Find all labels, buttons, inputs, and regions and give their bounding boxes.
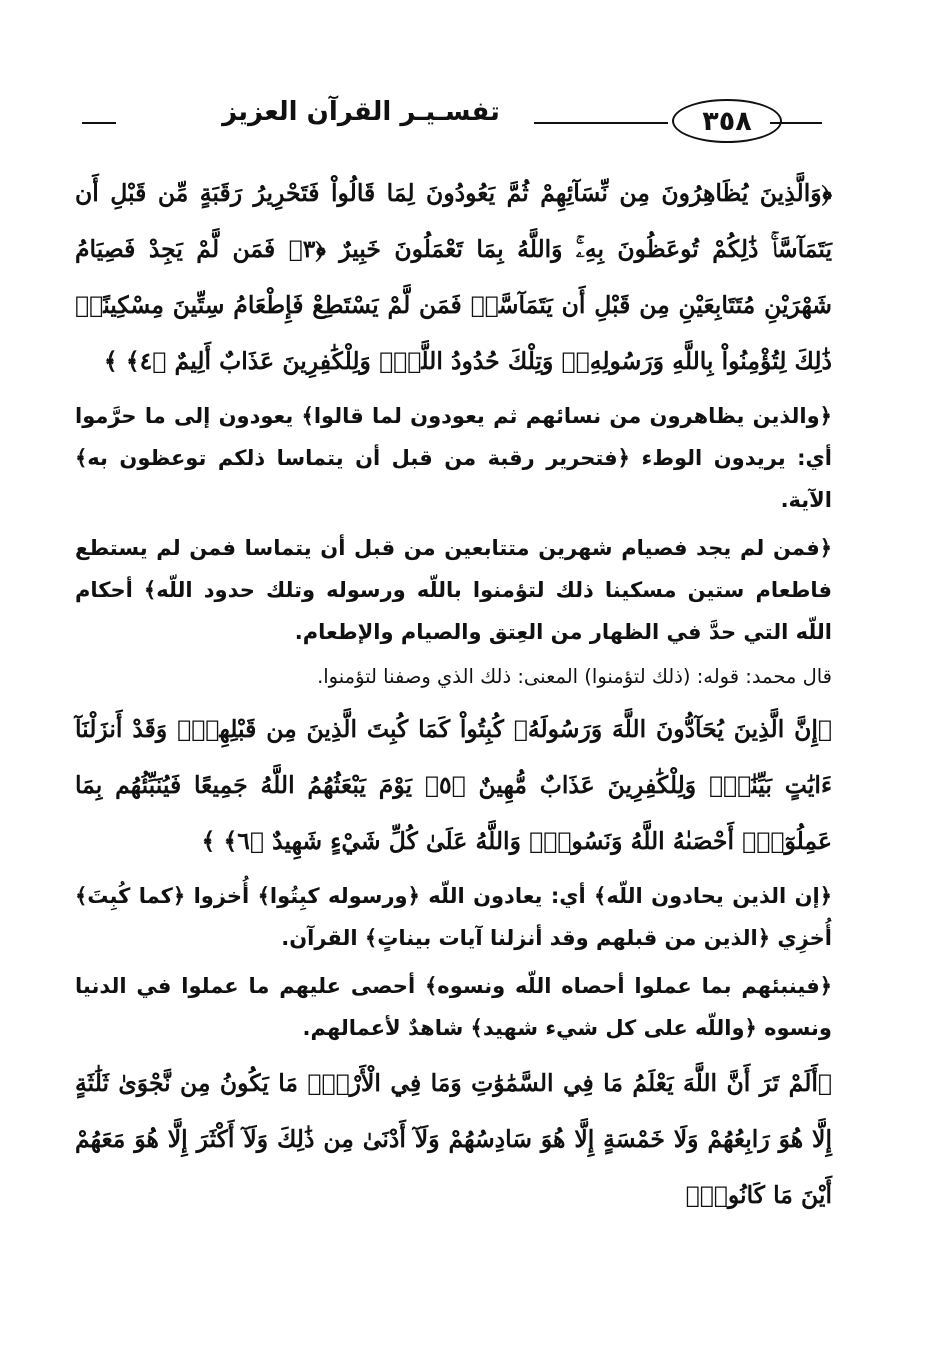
header-rule-left (82, 122, 116, 124)
commentary-paragraph: ﴿فمن لم يجد فصيام شهرين متتابعين من قبل أن يتماسا فمن لم يستطع فاطعام ستين مسكينا ذلك لتؤمنوا باللّه ورسوله وتلك حدود اللّه﴾ أحكام اللّه التي حدَّ في الظهار من العِتق والصيام والإطعام. (75, 536, 832, 644)
commentary-paragraph: ﴿إن الذين يحادون اللّه﴾ أي: يعادون اللّه ﴿ورسوله كبِتُوا﴾ أُخزوا ﴿كما كُبِتَ﴾ أُخزِي ﴿الذين من قبلهم وقد أنزلنا آيات بيناتٍ﴾ القرآن. (75, 884, 832, 950)
scholar-note: قال محمد: قوله: (ذلك لتؤمنوا) المعنى: ذلك الذي وصفنا لتؤمنوا. (317, 665, 832, 688)
commentary-paragraph: ﴿فينبئهم بما عملوا أحصاه اللّه ونسوه﴾ أحصى عليهم ما عملوا في الدنيا ونسوه ﴿واللّه على كل شيء شهيد﴾ شاهدٌ لأعمالهم. (75, 974, 832, 1040)
page-body (75, 165, 832, 1223)
quran-verse-block: ﴿وَالَّذِينَ يُظَاهِرُونَ مِن نِّسَآئِهِمْ ثُمَّ يَعُودُونَ لِمَا قَالُواْ فَتَحْرِيرُ رَقَبَةٍ مِّن قَبْلِ أَن يَتَمَآسَّاۚ ذَٰلِكُمْ تُوعَظُونَ بِهِۦۚ وَاللَّهُ بِمَا تَعْمَلُونَ خَبِيرٌ ﴿٣﴾ فَمَن لَّمْ يَجِدْ فَصِيَامُ شَهْرَيْنِ مُتَتَابِعَيْنِ مِن قَبْلِ أَن يَتَمَآسَّاۖ فَمَن لَّمْ يَسْتَطِعْ فَإِطْعَامُ سِتِّينَ مِسْكِينًاۚ ذَٰلِكَ لِتُؤْمِنُواْ بِاللَّهِ وَرَسُولِهِۦۚ وَتِلْكَ حُدُودُ اللَّهِۗ وَلِلْكَٰفِرِينَ عَذَابٌ أَلِيمٌ ﴿٤﴾ ﴾ (75, 179, 832, 375)
book-title: تفسـيـر القرآن العزيز (222, 97, 500, 127)
header-rule-middle (534, 122, 668, 124)
page-header (82, 95, 822, 151)
page-number: ٣٥٨ (672, 99, 782, 143)
quran-verse-block: ﴿أَلَمْ تَرَ أَنَّ اللَّهَ يَعْلَمُ مَا فِي السَّمَٰوَٰتِ وَمَا فِي الْأَرْضِۖ مَا يَكُونُ مِن نَّجْوَىٰ ثَلَٰثَةٍ إِلَّا هُوَ رَابِعُهُمْ وَلَا خَمْسَةٍ إِلَّا هُوَ سَادِسُهُمْ وَلَآ أَدْنَىٰ مِن ذَٰلِكَ وَلَآ أَكْثَرَ إِلَّا هُوَ مَعَهُمْ أَيْنَ مَا كَانُواْۖ (75, 1069, 833, 1209)
commentary-paragraph: ﴿والذين يظاهرون من نسائهم ثم يعودون لما قالوا﴾ يعودون إلى ما حرَّموا أي: يريدون الوطء ﴿فتحرير رقبة من قبل أن يتماسا ذلكم توعظون به﴾ الآية. (75, 404, 832, 512)
header-rule-right (770, 122, 822, 124)
quran-verse-block: ﴿إِنَّ الَّذِينَ يُحَآدُّونَ اللَّهَ وَرَسُولَهُۥ كُبِتُواْ كَمَا كُبِتَ الَّذِينَ مِن قَبْلِهِمْۚ وَقَدْ أَنزَلْنَآ ءَايَٰتٍ بَيِّنَٰتٍۚ وَلِلْكَٰفِرِينَ عَذَابٌ مُّهِينٌ ﴿٥﴾ يَوْمَ يَبْعَثُهُمُ اللَّهُ جَمِيعًا فَيُنَبِّئُهُم بِمَا عَمِلُوٓاْۚ أَحْصَىٰهُ اللَّهُ وَنَسُوهُۚ وَاللَّهُ عَلَىٰ كُلِّ شَيْءٍ شَهِيدٌ ﴿٦﴾ ﴾ (75, 715, 832, 855)
